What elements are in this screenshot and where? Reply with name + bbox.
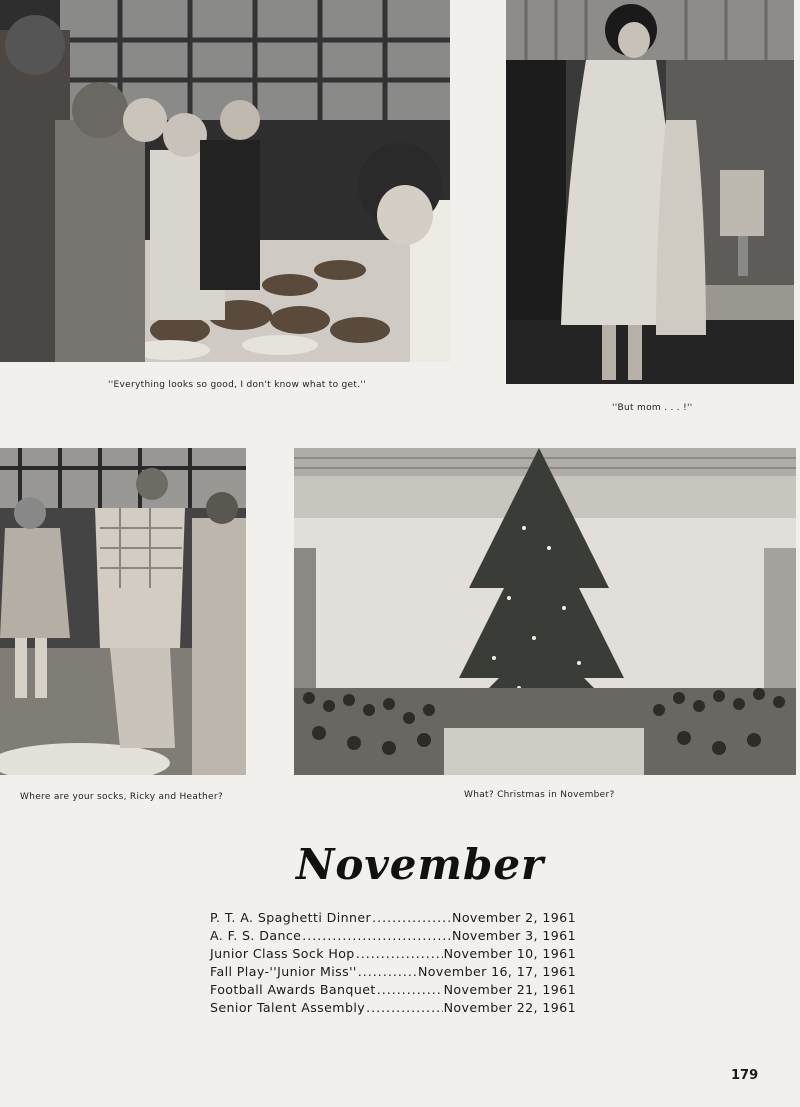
event-name: Fall Play-''Junior Miss'' bbox=[210, 964, 357, 979]
caption-bake-sale: ''Everything looks so good, I don't know what to get.'' bbox=[108, 380, 366, 390]
photo-christmas-tree bbox=[294, 448, 796, 775]
leader-dots bbox=[366, 999, 442, 1017]
leader-dots bbox=[377, 981, 443, 999]
event-date: November 10, 1961 bbox=[443, 946, 576, 961]
event-row bbox=[210, 945, 576, 963]
caption-stage-play: ''But mom . . . !'' bbox=[612, 403, 693, 413]
photo-stage-play bbox=[506, 0, 794, 384]
event-name: Senior Talent Assembly bbox=[210, 1000, 366, 1015]
event-row bbox=[210, 909, 576, 927]
photo-sock-hop bbox=[0, 448, 246, 775]
event-date: November 22, 1961 bbox=[443, 1000, 576, 1015]
event-date: November 16, 17, 1961 bbox=[417, 964, 576, 979]
event-date: November 2, 1961 bbox=[452, 910, 576, 925]
event-name: P. T. A. Spaghetti Dinner bbox=[210, 910, 372, 925]
event-row bbox=[210, 963, 576, 981]
event-date: November 21, 1961 bbox=[443, 982, 576, 997]
event-row bbox=[210, 981, 576, 999]
leader-dots bbox=[358, 963, 417, 981]
leader-dots bbox=[372, 909, 451, 927]
event-row bbox=[210, 927, 576, 945]
event-name: A. F. S. Dance bbox=[210, 928, 302, 943]
event-name: Junior Class Sock Hop bbox=[210, 946, 355, 961]
leader-dots bbox=[356, 945, 443, 963]
caption-sock-hop: Where are your socks, Ricky and Heather? bbox=[20, 792, 223, 802]
photo-bake-sale bbox=[0, 0, 450, 362]
events-list bbox=[210, 909, 576, 1017]
section-title: November bbox=[296, 840, 545, 889]
page-number: 179 bbox=[731, 1068, 759, 1083]
caption-christmas-tree: What? Christmas in November? bbox=[464, 790, 615, 800]
event-date: November 3, 1961 bbox=[452, 928, 576, 943]
event-row bbox=[210, 999, 576, 1017]
event-name: Football Awards Banquet bbox=[210, 982, 376, 997]
leader-dots bbox=[302, 927, 451, 945]
